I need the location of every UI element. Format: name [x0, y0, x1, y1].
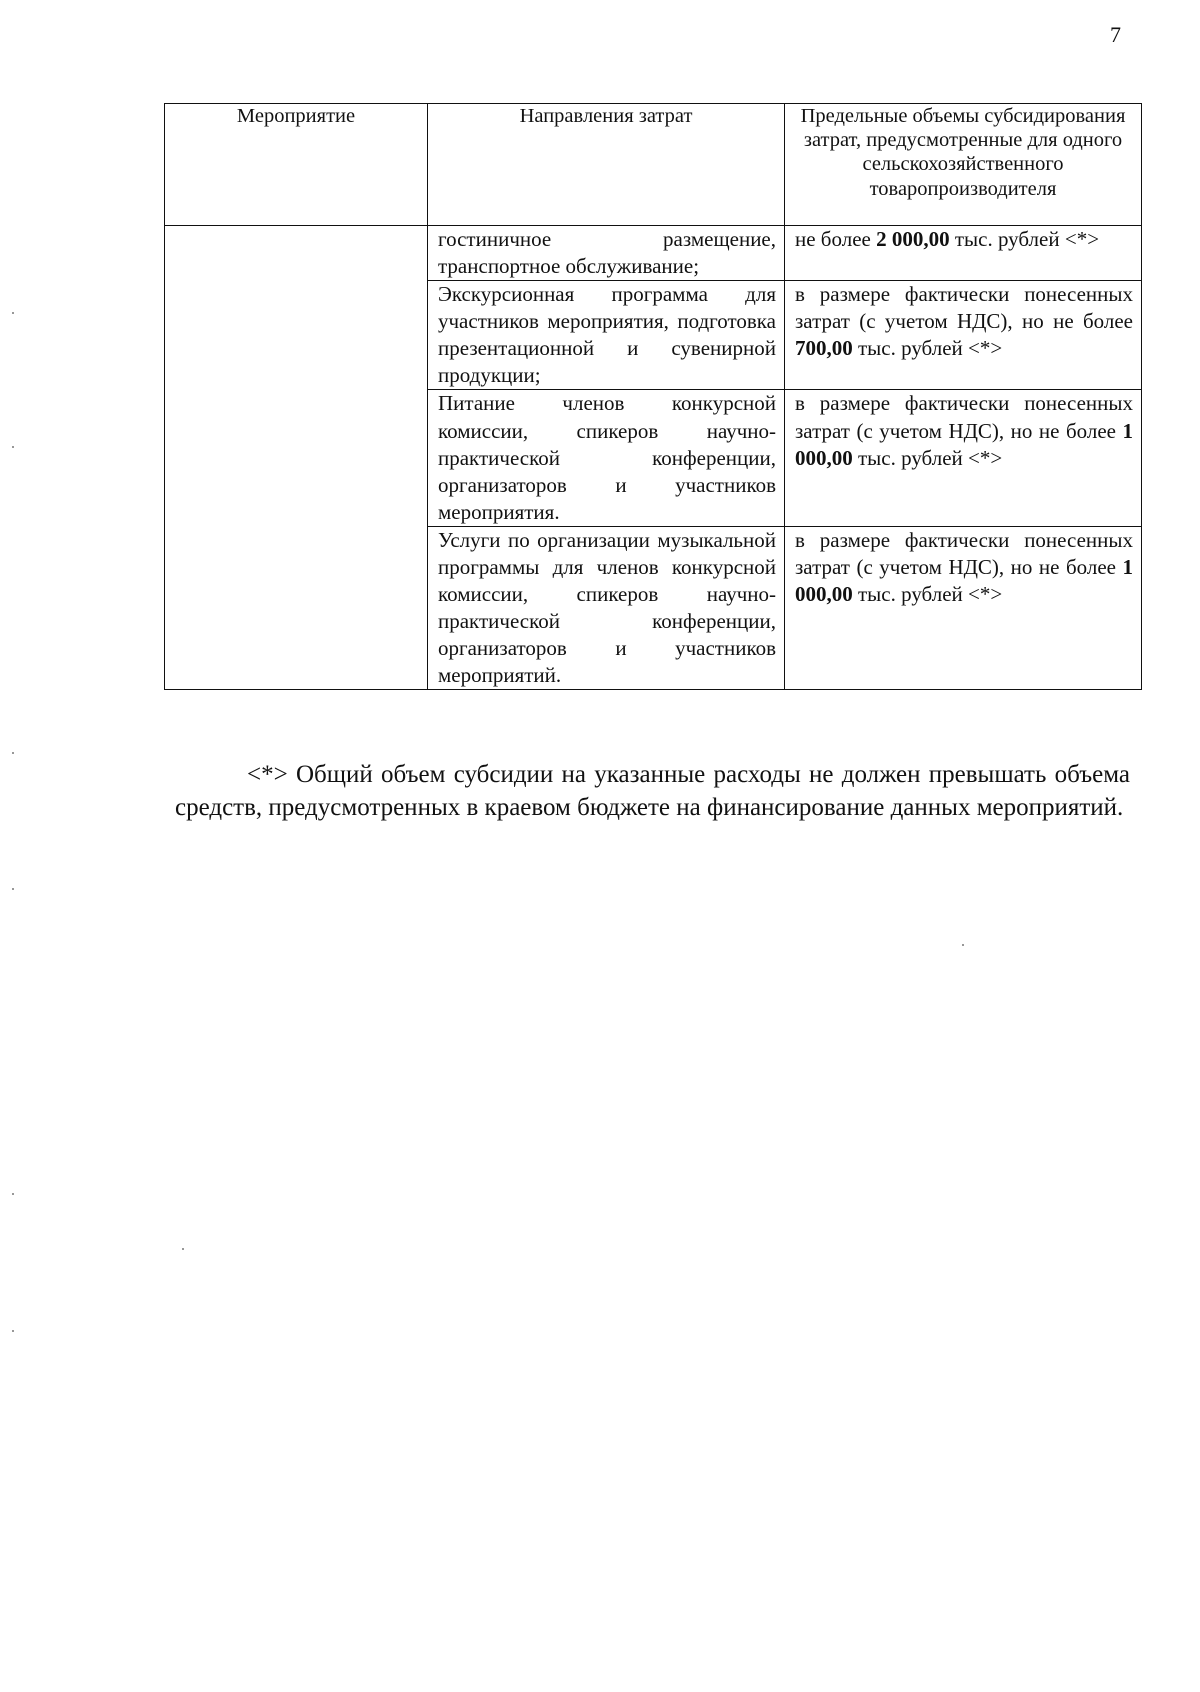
- limit-amount: 700,00: [795, 336, 853, 361]
- limit-suffix: тыс. рублей <*>: [852, 336, 1003, 361]
- header-subsidy-limits: Предельные объемы субсидирования затрат, предусмотренные для одного сельскохозяйственного товаропроизводителя: [785, 104, 1142, 226]
- subsidy-limit-cell: [785, 281, 1142, 390]
- table-header-row: [165, 104, 1142, 226]
- cost-direction-cell: Питание членов конкурсной комиссии, спикеров научно-практической конференции, организаторов и участников мероприятия.: [428, 390, 785, 526]
- limit-amount: 2 000,00: [876, 227, 950, 251]
- limit-suffix: тыс. рублей <*>: [852, 582, 1003, 607]
- limit-prefix: в размере фактически понесенных затрат (с учетом НДС), но не более: [795, 282, 1133, 334]
- scan-speck: [12, 888, 14, 890]
- header-event: Мероприятие: [165, 104, 428, 226]
- scan-speck: [12, 312, 14, 314]
- cost-direction-cell: Услуги по организации музыкальной программы для членов конкурсной комиссии, спикеров научно-практической конференции, организаторов и участников мероприятий.: [428, 526, 785, 689]
- scan-speck: [12, 446, 14, 448]
- subsidy-limit-cell: [785, 390, 1142, 526]
- limit-prefix: не более: [795, 227, 877, 251]
- scan-speck: [962, 944, 964, 946]
- table-row: [165, 226, 1142, 281]
- limit-suffix: тыс. рублей <*>: [949, 227, 1100, 251]
- limit-amount: 1 000,00: [795, 418, 1133, 470]
- subsidy-limit-cell: [785, 526, 1142, 689]
- cost-direction-cell: гостиничное размещение, транспортное обслуживание;: [428, 226, 785, 281]
- limit-prefix: в размере фактически понесенных затрат (с учетом НДС), но не более: [795, 391, 1133, 443]
- subsidy-limits-table: [164, 103, 1142, 690]
- scan-speck: [12, 1193, 14, 1195]
- limit-prefix: в размере фактически понесенных затрат (с учетом НДС), но не более: [795, 527, 1133, 579]
- header-cost-directions: Направления затрат: [428, 104, 785, 226]
- event-cell: [165, 226, 428, 690]
- footnote: <*> Общий объем субсидии на указанные расходы не должен превышать объема средств, предусмотренных в краевом бюджете на финансирование данных мероприятий.: [175, 761, 1130, 821]
- subsidy-limit-cell: [785, 226, 1142, 281]
- limit-suffix: тыс. рублей <*>: [852, 445, 1003, 470]
- cost-direction-cell: Экскурсионная программа для участников мероприятия, подготовка презентационной и сувенирной продукции;: [428, 281, 785, 390]
- scan-speck: [12, 1330, 14, 1332]
- scan-speck: [12, 752, 14, 754]
- page-number: 7: [1110, 22, 1121, 47]
- scan-speck: [182, 1248, 184, 1250]
- limit-amount: 1 000,00: [795, 554, 1133, 607]
